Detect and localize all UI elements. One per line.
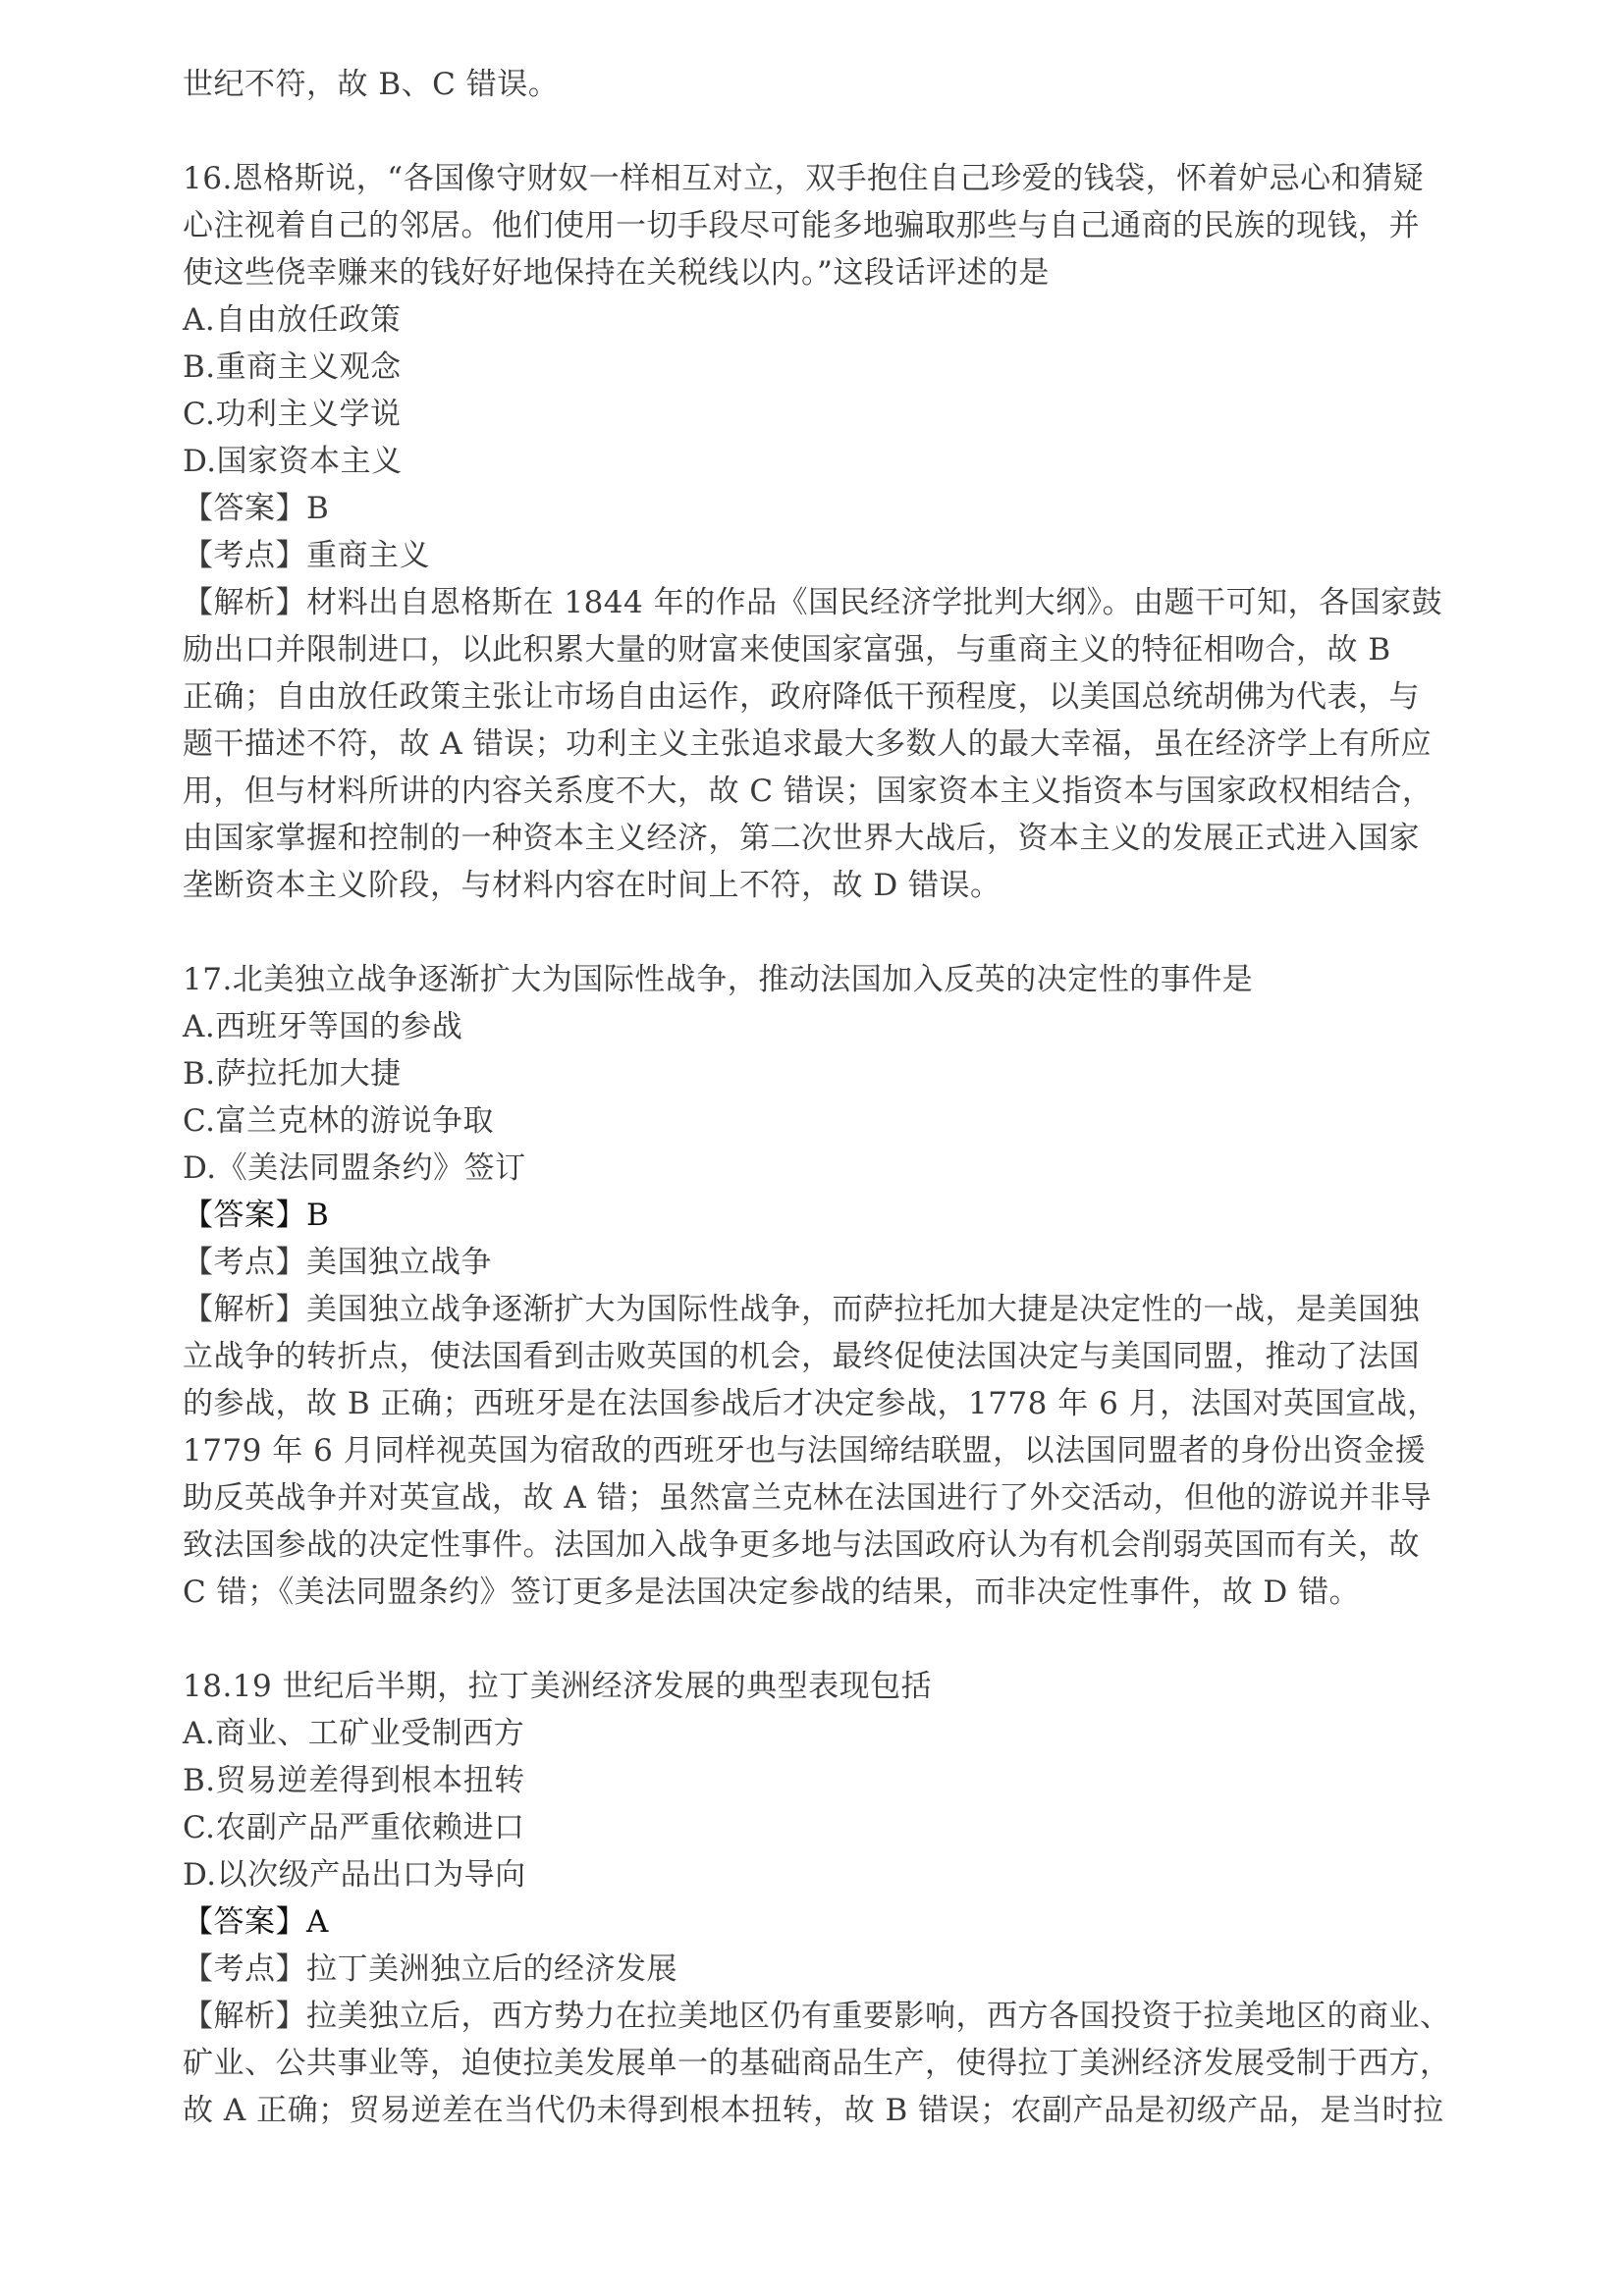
analysis-line: 致法国参战的决定性事件。法国加入战争更多地与法国政府认为有机会削弱英国而有关，故	[183, 1527, 1420, 1563]
analysis-line: 垄断资本主义阶段，与材料内容在时间上不符，故 D 错误。	[183, 868, 1001, 903]
analysis-line: C 错；《美法同盟条约》签订更多是法国决定参战的结果，而非决定性事件，故 D 错。	[183, 1575, 1361, 1610]
question-17	[183, 956, 1477, 1616]
point-line: 【考点】重商主义	[183, 538, 430, 573]
answer-line: 【答案】B	[183, 491, 330, 526]
option-d: D.以次级产品出口为导向	[183, 1857, 526, 1893]
question-stem-line: 心注视着自己的邻居。他们使用一切手段尽可能多地骗取那些与自己通商的民族的现钱，并	[183, 208, 1420, 243]
option-a: A.自由放任政策	[183, 302, 402, 338]
question-stem-line: 16.恩格斯说，“各国像守财奴一样相互对立，双手抱住自己珍爱的钱袋，怀着妒忌心和猜疑	[183, 161, 1425, 196]
option-a: A.西班牙等国的参战	[183, 1009, 463, 1044]
analysis-line: 矿业、公共事业等，迫使拉美发展单一的基础商品生产，使得拉丁美洲经济发展受制于西方，	[183, 2046, 1451, 2081]
option-d: D.国家资本主义	[183, 444, 403, 479]
option-b: B.贸易逆差得到根本扭转	[183, 1763, 525, 1798]
answer-line: 【答案】B	[183, 1198, 330, 1233]
point-line: 【考点】美国独立战争	[183, 1245, 492, 1280]
question-16	[183, 155, 1477, 909]
answer-line: 【答案】A	[183, 1904, 329, 1940]
paragraph-gap	[183, 909, 1477, 956]
analysis-line: 1779 年 6 月同样视英国为宿敌的西班牙也与法国缔结联盟，以法国同盟者的身份出资金援	[183, 1433, 1427, 1468]
question-stem-line: 使这些侥幸赚来的钱好好地保持在关税线以内。”这段话评述的是	[183, 255, 1050, 291]
question-18	[183, 1663, 1477, 2134]
analysis-line: 题干描述不符，故 A 错误；功利主义主张追求最大多数人的最大幸福，虽在经济学上有所应	[183, 726, 1433, 762]
point-line: 【考点】拉丁美洲独立后的经济发展	[183, 1951, 677, 1987]
analysis-line: 正确；自由放任政策主张让市场自由运作，政府降低干预程度，以美国总统胡佛为代表，与	[183, 679, 1420, 715]
option-d: D.《美法同盟条约》签订	[183, 1150, 526, 1186]
paragraph-gap	[183, 1616, 1477, 1663]
intro-line: 世纪不符，故 B、C 错误。	[183, 67, 560, 102]
analysis-line: 【解析】拉美独立后，西方势力在拉美地区仍有重要影响，西方各国投资于拉美地区的商业、	[183, 1999, 1451, 2034]
option-c: C.富兰克林的游说争取	[183, 1103, 494, 1139]
option-b: B.重商主义观念	[183, 349, 402, 385]
option-c: C.农副产品严重依赖进口	[183, 1810, 525, 1845]
analysis-line: 故 A 正确；贸易逆差在当代仍未得到根本扭转，故 B 错误；农副产品是初级产品，是当时拉	[183, 2093, 1444, 2128]
option-c: C.功利主义学说	[183, 397, 402, 432]
analysis-line: 用，但与材料所讲的内容关系度不大，故 C 错误；国家资本主义指资本与国家政权相结合，	[183, 774, 1434, 809]
analysis-line: 励出口并限制进口，以此积累大量的财富来使国家富强，与重商主义的特征相吻合，故 B	[183, 632, 1391, 667]
analysis-line: 助反英战争并对英宣战，故 A 错；虽然富兰克林在法国进行了外交活动，但他的游说并非导	[183, 1480, 1433, 1516]
analysis-line: 【解析】美国独立战争逐渐扩大为国际性战争，而萨拉托加大捷是决定性的一战，是美国独	[183, 1292, 1420, 1327]
paragraph-gap	[183, 108, 1477, 155]
analysis-line: 【解析】材料出自恩格斯在 1844 年的作品《国民经济学批判大纲》。由题干可知，各国家鼓	[183, 585, 1443, 620]
analysis-line: 立战争的转折点，使法国看到击败英国的机会，最终促使法国决定与美国同盟，推动了法国	[183, 1339, 1420, 1374]
analysis-line: 的参战，故 B 正确；西班牙是在法国参战后才决定参战，1778 年 6 月，法国对英国宣战，	[183, 1386, 1438, 1421]
option-b: B.萨拉托加大捷	[183, 1056, 402, 1092]
option-a: A.商业、工矿业受制西方	[183, 1716, 525, 1751]
analysis-line: 由国家掌握和控制的一种资本主义经济，第二次世界大战后，资本主义的发展正式进入国家	[183, 821, 1420, 856]
question-stem-line: 17.北美独立战争逐渐扩大为国际性战争，推动法国加入反英的决定性的事件是	[183, 962, 1254, 997]
question-stem-line: 18.19 世纪后半期，拉丁美洲经济发展的典型表现包括	[183, 1669, 933, 1704]
